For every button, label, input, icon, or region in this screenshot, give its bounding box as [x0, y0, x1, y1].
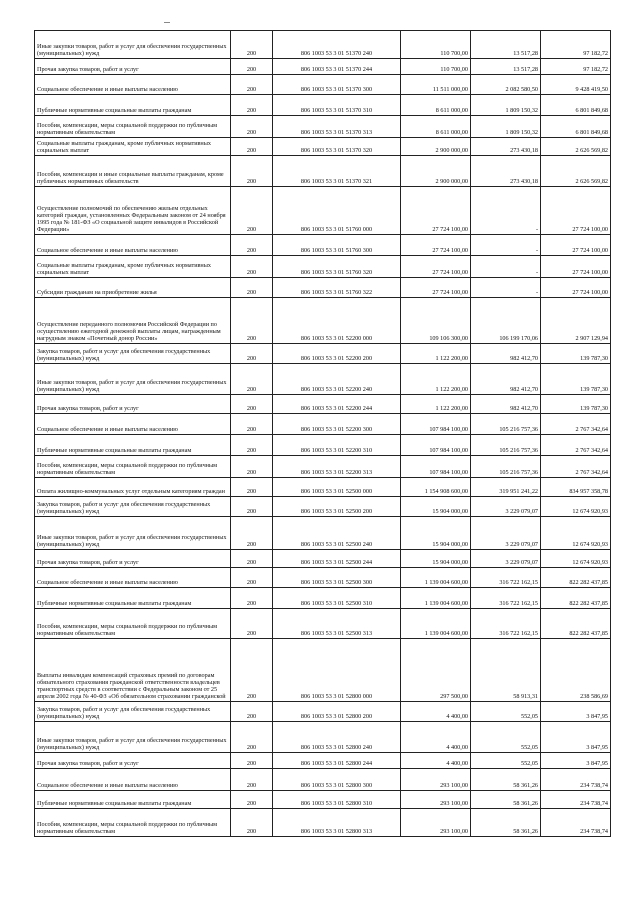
row-admin-code: 200 [231, 414, 273, 435]
row-unexecuted: 3 847,95 [541, 722, 611, 753]
row-approved: 107 984 100,00 [401, 414, 471, 435]
row-admin-code: 200 [231, 256, 273, 278]
row-name: Публичные нормативные социальные выплаты гражданам [35, 435, 231, 456]
row-unexecuted: 6 801 849,68 [541, 116, 611, 138]
table-row [35, 588, 611, 609]
row-name: Публичные нормативные социальные выплаты гражданам [35, 791, 231, 809]
row-classification-code: 806 1003 53 3 01 52200 300 [273, 414, 401, 435]
row-executed: 3 229 079,07 [471, 497, 541, 517]
row-approved: 107 984 100,00 [401, 435, 471, 456]
row-name: Оплата жилищно-коммунальных услуг отдельным категориям граждан [35, 478, 231, 497]
row-approved: 107 984 100,00 [401, 456, 471, 478]
row-classification-code: 806 1003 53 3 01 52800 200 [273, 702, 401, 722]
row-unexecuted: 3 847,95 [541, 753, 611, 769]
row-unexecuted: 12 674 920,93 [541, 497, 611, 517]
table-row [35, 116, 611, 138]
row-unexecuted: 2 626 569,82 [541, 156, 611, 187]
row-unexecuted: 822 282 437,85 [541, 588, 611, 609]
row-classification-code: 806 1003 53 3 01 51370 310 [273, 95, 401, 116]
table-row [35, 550, 611, 568]
row-admin-code: 200 [231, 517, 273, 550]
row-unexecuted: 822 282 437,85 [541, 609, 611, 639]
table-row [35, 722, 611, 753]
row-unexecuted: 2 767 342,64 [541, 435, 611, 456]
row-classification-code: 806 1003 53 3 01 51760 320 [273, 256, 401, 278]
row-approved: 293 100,00 [401, 809, 471, 837]
table-row [35, 395, 611, 414]
row-approved: 27 724 100,00 [401, 235, 471, 256]
row-executed: 552,05 [471, 722, 541, 753]
row-approved: 1 122 200,00 [401, 364, 471, 395]
row-admin-code: 200 [231, 95, 273, 116]
row-name: Закупка товаров, работ и услуг для обеспечения государственных (муниципальных) нужд [35, 344, 231, 364]
table-row [35, 702, 611, 722]
row-approved: 4 400,00 [401, 722, 471, 753]
row-executed: - [471, 187, 541, 235]
row-name: Пособия, компенсации, меры социальной поддержки по публичным нормативным обязательствам [35, 116, 231, 138]
row-classification-code: 806 1003 53 3 01 52200 310 [273, 435, 401, 456]
row-name: Прочая закупка товаров, работ и услуг [35, 59, 231, 75]
row-admin-code: 200 [231, 59, 273, 75]
table-row [35, 95, 611, 116]
table-row [35, 809, 611, 837]
row-admin-code: 200 [231, 278, 273, 298]
row-classification-code: 806 1003 53 3 01 51370 240 [273, 31, 401, 59]
row-unexecuted: 12 674 920,93 [541, 517, 611, 550]
row-name: Осуществление полномочий по обеспечению жильем отдельных категорий граждан, установленных Федеральным законом от 24 ноября 1995 года № 181-ФЗ «О социальной защите инвалидов в Российской Федерации» [35, 187, 231, 235]
row-name: Субсидии гражданам на приобретение жилья [35, 278, 231, 298]
table-row [35, 187, 611, 235]
table-row [35, 298, 611, 344]
row-approved: 1 139 004 600,00 [401, 568, 471, 588]
row-approved: 110 700,00 [401, 59, 471, 75]
row-admin-code: 200 [231, 588, 273, 609]
row-unexecuted: 27 724 100,00 [541, 256, 611, 278]
row-admin-code: 200 [231, 344, 273, 364]
row-classification-code: 806 1003 53 3 01 52500 200 [273, 497, 401, 517]
row-admin-code: 200 [231, 478, 273, 497]
row-name: Выплаты инвалидам компенсаций страховых премий по договорам обязательного страхования гражданской ответственности владельцев транспортных средств в соответствии с Федеральным законом от 25 апреля 2002 года № 40-ФЗ «Об обязательном страховании гражданской [35, 639, 231, 702]
row-admin-code: 200 [231, 568, 273, 588]
row-approved: 1 154 908 600,00 [401, 478, 471, 497]
row-executed: 982 412,70 [471, 395, 541, 414]
row-classification-code: 806 1003 53 3 01 52800 300 [273, 769, 401, 791]
row-approved: 4 400,00 [401, 753, 471, 769]
row-name: Публичные нормативные социальные выплаты гражданам [35, 588, 231, 609]
row-name: Публичные нормативные социальные выплаты гражданам [35, 95, 231, 116]
row-executed: 105 216 757,36 [471, 456, 541, 478]
row-name: Иные закупки товаров, работ и услуг для обеспечения государственных (муниципальных) нужд [35, 517, 231, 550]
table-row [35, 478, 611, 497]
row-approved: 1 139 004 600,00 [401, 609, 471, 639]
row-classification-code: 806 1003 53 3 01 52800 313 [273, 809, 401, 837]
row-unexecuted: 234 738,74 [541, 809, 611, 837]
row-classification-code: 806 1003 53 3 01 52200 200 [273, 344, 401, 364]
row-admin-code: 200 [231, 609, 273, 639]
table-row [35, 278, 611, 298]
row-approved: 15 904 000,00 [401, 550, 471, 568]
row-classification-code: 806 1003 53 3 01 51760 000 [273, 187, 401, 235]
row-admin-code: 200 [231, 809, 273, 837]
row-executed: 552,05 [471, 702, 541, 722]
row-executed: 105 216 757,36 [471, 414, 541, 435]
row-classification-code: 806 1003 53 3 01 52500 300 [273, 568, 401, 588]
row-executed: - [471, 278, 541, 298]
row-classification-code: 806 1003 53 3 01 51370 321 [273, 156, 401, 187]
table-row [35, 138, 611, 156]
row-admin-code: 200 [231, 138, 273, 156]
row-executed: 1 809 150,32 [471, 116, 541, 138]
row-classification-code: 806 1003 53 3 01 52200 244 [273, 395, 401, 414]
row-admin-code: 200 [231, 75, 273, 95]
row-executed: 13 517,28 [471, 59, 541, 75]
table-row [35, 517, 611, 550]
row-approved: 1 122 200,00 [401, 344, 471, 364]
row-approved: 27 724 100,00 [401, 256, 471, 278]
row-classification-code: 806 1003 53 3 01 51760 322 [273, 278, 401, 298]
row-admin-code: 200 [231, 722, 273, 753]
table-row [35, 59, 611, 75]
row-classification-code: 806 1003 53 3 01 52200 000 [273, 298, 401, 344]
row-approved: 109 106 300,00 [401, 298, 471, 344]
table-row [35, 497, 611, 517]
row-classification-code: 806 1003 53 3 01 52200 240 [273, 364, 401, 395]
table-row [35, 31, 611, 59]
row-classification-code: 806 1003 53 3 01 51370 300 [273, 75, 401, 95]
row-classification-code: 806 1003 53 3 01 51370 320 [273, 138, 401, 156]
row-unexecuted: 27 724 100,00 [541, 187, 611, 235]
row-unexecuted: 822 282 437,85 [541, 568, 611, 588]
row-executed: 552,05 [471, 753, 541, 769]
row-name: Социальное обеспечение и иные выплаты населению [35, 769, 231, 791]
row-classification-code: 806 1003 53 3 01 52500 244 [273, 550, 401, 568]
row-approved: 11 511 000,00 [401, 75, 471, 95]
row-admin-code: 200 [231, 753, 273, 769]
row-executed: 982 412,70 [471, 344, 541, 364]
budget-execution-table [34, 30, 611, 837]
row-unexecuted: 139 787,30 [541, 344, 611, 364]
row-approved: 297 500,00 [401, 639, 471, 702]
row-executed: 982 412,70 [471, 364, 541, 395]
row-approved: 293 100,00 [401, 791, 471, 809]
row-executed: - [471, 256, 541, 278]
row-executed: 3 229 079,07 [471, 517, 541, 550]
row-admin-code: 200 [231, 31, 273, 59]
row-unexecuted: 238 586,69 [541, 639, 611, 702]
row-name: Закупка товаров, работ и услуг для обеспечения государственных (муниципальных) нужд [35, 702, 231, 722]
scan-mark [164, 22, 170, 23]
row-classification-code: 806 1003 53 3 01 51370 313 [273, 116, 401, 138]
row-unexecuted: 2 767 342,64 [541, 414, 611, 435]
row-admin-code: 200 [231, 456, 273, 478]
table-row [35, 639, 611, 702]
row-executed: 58 361,26 [471, 791, 541, 809]
row-name: Социальное обеспечение и иные выплаты населению [35, 75, 231, 95]
row-name: Пособия, компенсации и иные социальные выплаты гражданам, кроме публичных нормативных обязательств [35, 156, 231, 187]
row-approved: 27 724 100,00 [401, 278, 471, 298]
table-row [35, 568, 611, 588]
row-unexecuted: 834 957 358,78 [541, 478, 611, 497]
table-row [35, 235, 611, 256]
table-row [35, 75, 611, 95]
row-admin-code: 200 [231, 187, 273, 235]
row-approved: 110 700,00 [401, 31, 471, 59]
row-admin-code: 200 [231, 550, 273, 568]
row-executed: 273 430,18 [471, 156, 541, 187]
row-unexecuted: 2 767 342,64 [541, 456, 611, 478]
table-row [35, 753, 611, 769]
row-unexecuted: 3 847,95 [541, 702, 611, 722]
row-admin-code: 200 [231, 395, 273, 414]
row-name: Социальное обеспечение и иные выплаты населению [35, 568, 231, 588]
table-row [35, 435, 611, 456]
row-classification-code: 806 1003 53 3 01 52800 244 [273, 753, 401, 769]
row-name: Осуществление переданного полномочия Российской Федерации по осуществлению ежегодной денежной выплаты лицам, награжденным нагрудным знаком «Почетный донор России» [35, 298, 231, 344]
row-name: Социальные выплаты гражданам, кроме публичных нормативных социальных выплат [35, 138, 231, 156]
row-approved: 27 724 100,00 [401, 187, 471, 235]
table-row [35, 156, 611, 187]
row-executed: 58 913,31 [471, 639, 541, 702]
row-executed: 13 517,28 [471, 31, 541, 59]
row-executed: 316 722 162,15 [471, 588, 541, 609]
row-classification-code: 806 1003 53 3 01 52800 310 [273, 791, 401, 809]
row-executed: 316 722 162,15 [471, 568, 541, 588]
row-executed: 105 216 757,36 [471, 435, 541, 456]
row-approved: 8 611 000,00 [401, 116, 471, 138]
row-admin-code: 200 [231, 791, 273, 809]
row-unexecuted: 27 724 100,00 [541, 235, 611, 256]
row-unexecuted: 12 674 920,93 [541, 550, 611, 568]
row-executed: 2 082 580,50 [471, 75, 541, 95]
row-approved: 15 904 000,00 [401, 497, 471, 517]
row-executed: 273 430,18 [471, 138, 541, 156]
row-admin-code: 200 [231, 235, 273, 256]
row-executed: 106 199 170,06 [471, 298, 541, 344]
row-name: Закупка товаров, работ и услуг для обеспечения государственных (муниципальных) нужд [35, 497, 231, 517]
row-admin-code: 200 [231, 364, 273, 395]
row-executed: 316 722 162,15 [471, 609, 541, 639]
row-executed: - [471, 235, 541, 256]
row-classification-code: 806 1003 53 3 01 52800 240 [273, 722, 401, 753]
row-executed: 58 361,26 [471, 809, 541, 837]
row-name: Социальное обеспечение и иные выплаты населению [35, 414, 231, 435]
row-admin-code: 200 [231, 497, 273, 517]
table-row [35, 414, 611, 435]
row-approved: 1 139 004 600,00 [401, 588, 471, 609]
row-executed: 1 809 150,32 [471, 95, 541, 116]
row-unexecuted: 9 428 419,50 [541, 75, 611, 95]
row-name: Иные закупки товаров, работ и услуг для обеспечения государственных (муниципальных) нужд [35, 722, 231, 753]
row-classification-code: 806 1003 53 3 01 52500 240 [273, 517, 401, 550]
row-admin-code: 200 [231, 769, 273, 791]
table-row [35, 256, 611, 278]
row-approved: 8 611 000,00 [401, 95, 471, 116]
row-approved: 15 904 000,00 [401, 517, 471, 550]
row-unexecuted: 97 182,72 [541, 59, 611, 75]
row-approved: 2 900 000,00 [401, 138, 471, 156]
row-executed: 3 229 079,07 [471, 550, 541, 568]
row-unexecuted: 139 787,30 [541, 395, 611, 414]
table-row [35, 609, 611, 639]
row-admin-code: 200 [231, 116, 273, 138]
row-name: Иные закупки товаров, работ и услуг для обеспечения государственных (муниципальных) нужд [35, 31, 231, 59]
row-approved: 4 400,00 [401, 702, 471, 722]
row-name: Прочая закупка товаров, работ и услуг [35, 395, 231, 414]
row-admin-code: 200 [231, 156, 273, 187]
table-row [35, 364, 611, 395]
row-classification-code: 806 1003 53 3 01 52800 000 [273, 639, 401, 702]
row-unexecuted: 27 724 100,00 [541, 278, 611, 298]
row-name: Пособия, компенсации, меры социальной поддержки по публичным нормативным обязательствам [35, 456, 231, 478]
row-unexecuted: 2 626 569,82 [541, 138, 611, 156]
table-row [35, 344, 611, 364]
table-body [35, 31, 611, 837]
row-unexecuted: 139 787,30 [541, 364, 611, 395]
row-name: Иные закупки товаров, работ и услуг для обеспечения государственных (муниципальных) нужд [35, 364, 231, 395]
row-approved: 2 900 000,00 [401, 156, 471, 187]
row-name: Социальное обеспечение и иные выплаты населению [35, 235, 231, 256]
row-unexecuted: 234 738,74 [541, 791, 611, 809]
row-admin-code: 200 [231, 639, 273, 702]
table-row [35, 769, 611, 791]
table-row [35, 791, 611, 809]
row-classification-code: 806 1003 53 3 01 51370 244 [273, 59, 401, 75]
row-name: Пособия, компенсации, меры социальной поддержки по публичным нормативным обязательствам [35, 809, 231, 837]
row-classification-code: 806 1003 53 3 01 52500 000 [273, 478, 401, 497]
row-classification-code: 806 1003 53 3 01 51760 300 [273, 235, 401, 256]
row-name: Прочая закупка товаров, работ и услуг [35, 550, 231, 568]
row-executed: 319 951 241,22 [471, 478, 541, 497]
row-admin-code: 200 [231, 298, 273, 344]
row-unexecuted: 2 907 129,94 [541, 298, 611, 344]
row-classification-code: 806 1003 53 3 01 52500 310 [273, 588, 401, 609]
row-approved: 1 122 200,00 [401, 395, 471, 414]
row-executed: 58 361,26 [471, 769, 541, 791]
row-admin-code: 200 [231, 702, 273, 722]
row-classification-code: 806 1003 53 3 01 52200 313 [273, 456, 401, 478]
table-row [35, 456, 611, 478]
row-unexecuted: 6 801 849,68 [541, 95, 611, 116]
row-unexecuted: 97 182,72 [541, 31, 611, 59]
row-name: Прочая закупка товаров, работ и услуг [35, 753, 231, 769]
row-approved: 293 100,00 [401, 769, 471, 791]
row-name: Социальные выплаты гражданам, кроме публичных нормативных социальных выплат [35, 256, 231, 278]
row-classification-code: 806 1003 53 3 01 52500 313 [273, 609, 401, 639]
row-unexecuted: 234 738,74 [541, 769, 611, 791]
row-name: Пособия, компенсации, меры социальной поддержки по публичным нормативным обязательствам [35, 609, 231, 639]
row-admin-code: 200 [231, 435, 273, 456]
